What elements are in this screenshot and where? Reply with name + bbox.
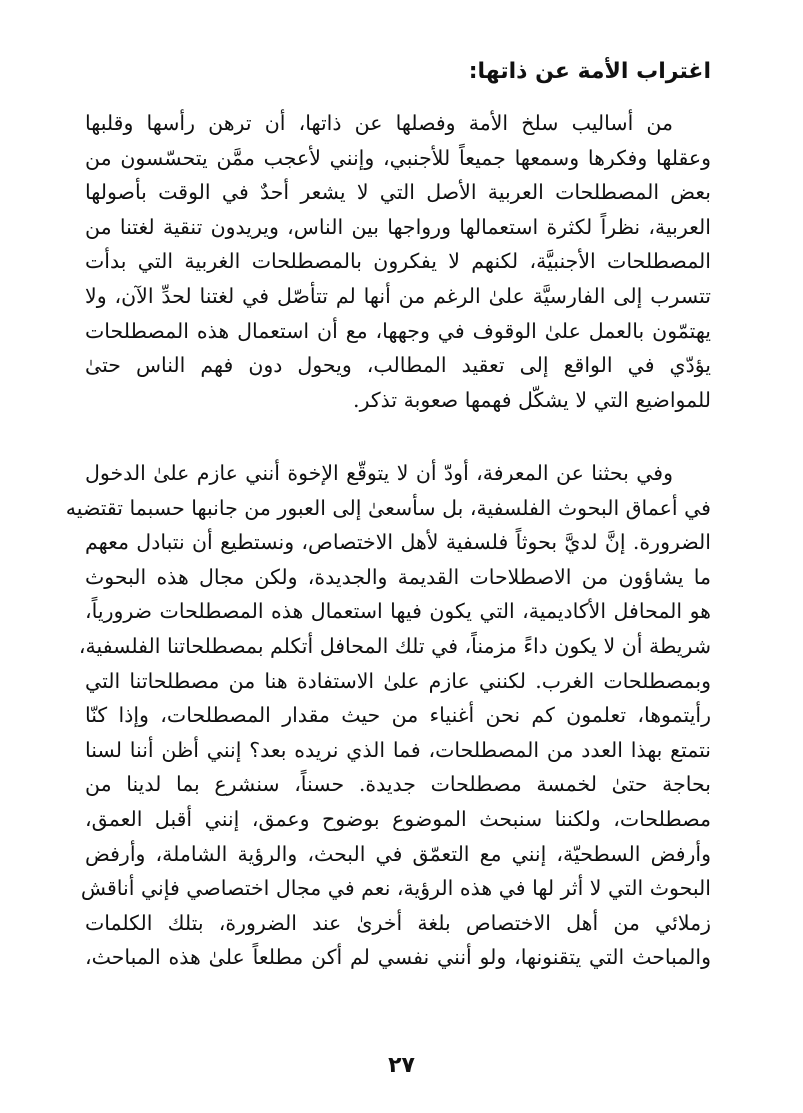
text-line: يهتمّون بالعمل علىٰ الوقوف في وجهها، مع أن استعمال هذه المصطلحات — [85, 318, 711, 343]
paragraph-1 — [85, 106, 711, 417]
text-line: وأرفض السطحيّة، إنني مع التعمّق في البحث، والرؤية الشاملة، وأرفض — [85, 841, 711, 866]
text-line: من أساليب سلخ الأمة وفصلها عن ذاتها، أن ترهن رأسها وقلبها — [85, 111, 673, 135]
text-line: وبمصطلحات الغرب. لكنني عازم علىٰ الاستفادة هنا من مصطلحاتنا التي — [85, 668, 711, 693]
text-line: نتمتع بهذا العدد من المصطلحات، فما الذي نريده بعد؟ إنني أظن أننا لسنا — [85, 737, 711, 762]
page-number: ٢٧ — [388, 1053, 415, 1078]
text-line: رأيتموها، تعلمون كم نحن أغنياء من حيث مقدار المصطلحات، وإذا كنّا — [85, 703, 711, 728]
text-line: للمواضيع التي لا يشكّل فهمها صعوبة تذكر. — [353, 387, 711, 412]
text-line: يؤدّي في الواقع إلى تعقيد المطالب، ويحول دون فهم الناس حتىٰ — [85, 353, 711, 378]
text-line: في أعماق البحوث الفلسفية، بل سأسعىٰ إلى العبور من جانبها حسبما تقتضيه — [65, 495, 711, 520]
text-line: المصطلحات الأجنبيَّة، لكنهم لا يفكرون بالمصطلحات الغربية التي بدأت — [85, 249, 711, 274]
text-line: هو المحافل الأكاديمية، التي يكون فيها استعمال هذه المصطلحات ضرورياً، — [85, 599, 711, 624]
text-line: شريطة أن لا يكون داءً مزمناً، في تلك المحافل أتكلم بمصطلحاتنا الفلسفية، — [78, 633, 711, 658]
text-line: تتسرب إلى الفارسيَّة علىٰ الرغم من أنها لم تتأصّل في لغتنا لحدِّ الآن، ولا — [85, 283, 711, 308]
text-line: الضرورة. إنَّ لديَّ بحوثاً فلسفية لأهل الاختصاص، ونستطيع أن نتبادل معهم — [85, 530, 711, 555]
text-line: زملائي من أهل الاختصاص بلغة أخرىٰ عند الضرورة، بتلك الكلمات — [85, 910, 711, 935]
text-line: البحوث التي لا أثر لها في هذه الرؤية، نعم في مجال اختصاصي فإني أناقش — [80, 876, 711, 901]
text-line: العربية، نظراً لكثرة استعمالها ورواجها بين الناس، ويريدون تنقية لغتنا من — [85, 214, 711, 239]
text-line: ما يشاؤون من الاصطلاحات القديمة والجديدة، ولكن مجال هذه البحوث — [85, 564, 711, 589]
text-line: وعقلها وفكرها وسمعها جميعاً للأجنبي، وإنني لأعجب ممَّن يتحسّسون من — [85, 145, 711, 170]
text-line: بعض المصطلحات العربية الأصل التي لا يشعر أحدٌ في الوقت بأصولها — [85, 180, 711, 205]
text-line: والمباحث التي يتقنونها، ولو أنني نفسي لم أكن مطلعاً علىٰ هذه المباحث، — [85, 945, 711, 970]
paragraph-2 — [65, 456, 711, 975]
section-heading: اغتراب الأمة عن ذاتها: — [468, 59, 711, 84]
text-line: بحاجة حتىٰ لخمسة مصطلحات جديدة. حسناً، سنشرع بما لدينا من — [85, 772, 711, 797]
text-line: مصطلحات، ولكننا سنبحث الموضوع بوضوح وعمق، إنني أقبل العمق، — [85, 806, 711, 831]
text-line: وفي بحثنا عن المعرفة، أودّ أن لا يتوقّع الإخوة أنني عازم علىٰ الدخول — [85, 461, 673, 485]
